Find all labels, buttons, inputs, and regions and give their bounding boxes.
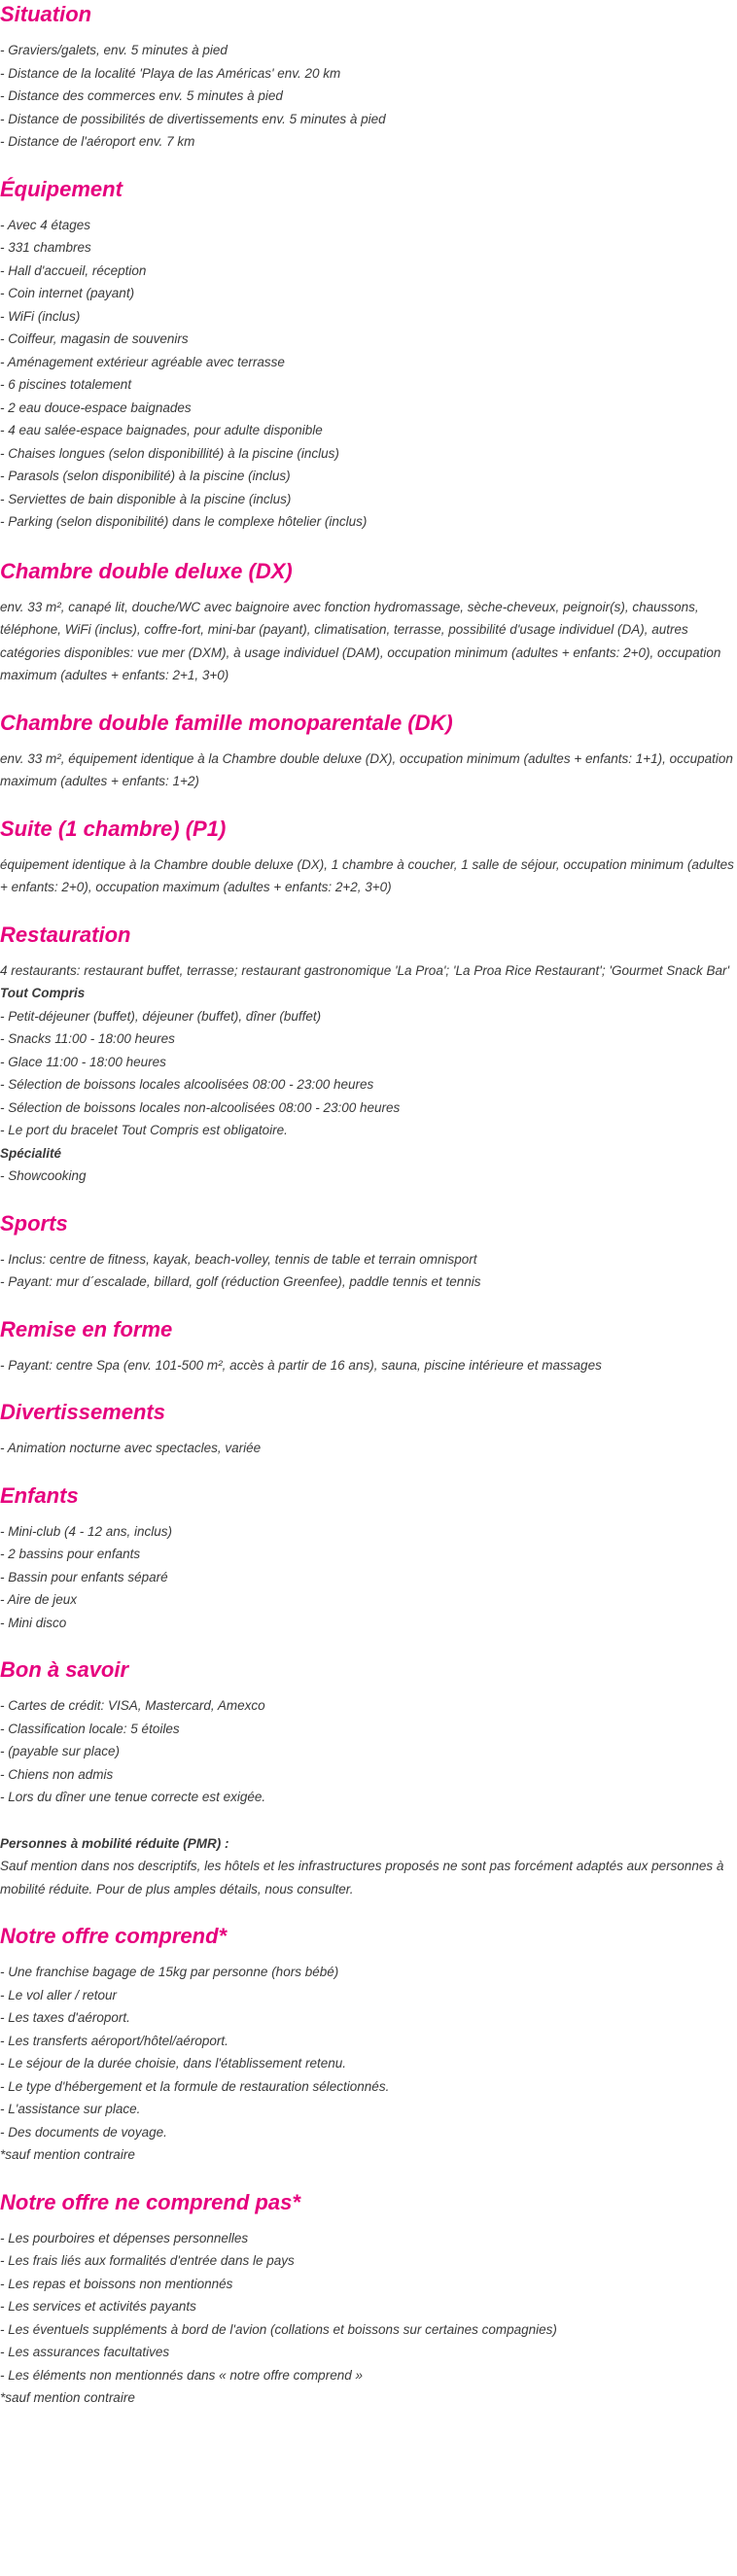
list-item: - Les frais liés aux formalités d'entrée dans le pays (0, 2253, 295, 2268)
list-item: - Petit-déjeuner (buffet), déjeuner (buffet), dîner (buffet) (0, 1008, 322, 1024)
list-item: - Les transferts aéroport/hôtel/aéroport. (0, 2033, 228, 2048)
list-item: - Inclus: centre de fitness, kayak, beach-volley, tennis de table et terrain omnisport (0, 1251, 477, 1267)
list-item: - 6 piscines totalement (0, 377, 132, 392)
section-title: Notre offre ne comprend pas* (0, 2189, 300, 2214)
section-title: Chambre double famille monoparentale (DK) (0, 710, 453, 735)
room-description: env. 33 m², canapé lit, douche/WC avec baignoire avec fonction hydromassage, sèche-cheveux, peignoir(s), chaussons, téléphone, WiFi (inclus), coffre-fort, mini-bar (payant), climatisation, terrasse, possibilité d'usage individuel (DA), autres catégories disponibles: vue mer (DXM), à usage individuel (DAM), occupation minimum (adultes + enfants: 2+0), occupation maximum (adultes + enfants: 2+1, 3+0) (0, 599, 721, 682)
list-item: - Mini disco (0, 1615, 67, 1630)
pmr-title: Personnes à mobilité réduite (PMR) : (0, 1835, 229, 1851)
list-item: - Showcooking (0, 1168, 87, 1183)
pmr-notice (0, 1832, 737, 1901)
list-item: - Hall d'accueil, réception (0, 262, 147, 278)
list-item: - Glace 11:00 - 18:00 heures (0, 1054, 166, 1069)
list-item: - Distance de la localité 'Playa de las Américas' env. 20 km (0, 65, 341, 81)
section-offre-ne-comprend-pas (0, 2188, 737, 2410)
list-item: - Coiffeur, magasin de souvenirs (0, 331, 189, 346)
list-item: - Chiens non admis (0, 1766, 114, 1782)
section-title: Notre offre comprend* (0, 1924, 228, 1948)
section-title: Sports (0, 1210, 68, 1236)
list-item: - Les taxes d'aéroport. (0, 2010, 130, 2025)
list-item: - Les services et activités payants (0, 2299, 196, 2314)
section-remise-en-forme (0, 1315, 737, 1377)
sports-list (0, 1248, 737, 1294)
section-title: Enfants (0, 1482, 79, 1508)
list-item: - Les éléments non mentionnés dans « notre offre comprend » (0, 2367, 363, 2383)
offre-ne-comprend-list (0, 2227, 737, 2410)
section-suite (0, 815, 737, 899)
list-item: - Payant: centre Spa (env. 101-500 m², accès à partir de 16 ans), sauna, piscine intérieure et massages (0, 1357, 602, 1373)
list-item: - Distance de possibilités de divertissements env. 5 minutes à pied (0, 111, 386, 126)
list-item: - Les repas et boissons non mentionnés (0, 2276, 233, 2291)
list-item: - Classification locale: 5 étoiles (0, 1721, 180, 1736)
list-item: - Lors du dîner une tenue correcte est exigée. (0, 1790, 266, 1804)
list-item: - Mini-club (4 - 12 ans, inclus) (0, 1523, 173, 1539)
section-title: Situation (0, 2, 92, 26)
divertissements-list (0, 1437, 737, 1460)
list-item: - Snacks 11:00 - 18:00 heures (0, 1031, 175, 1046)
list-item: - Aire de jeux (0, 1592, 78, 1607)
list-item: - Les pourboires et dépenses personnelles (0, 2230, 249, 2245)
list-item: - Chaises longues (selon disponibillité) à la piscine (inclus) (0, 445, 339, 461)
list-item: - 4 eau salée-espace baignades, pour adulte disponible (0, 423, 323, 437)
list-item: - Sélection de boissons locales alcoolisées 08:00 - 23:00 heures (0, 1077, 374, 1092)
section-title: Restauration (0, 922, 131, 947)
list-item: - L'assistance sur place. (0, 2102, 141, 2116)
room-description: équipement identique à la Chambre double deluxe (DX), 1 chambre à coucher, 1 salle de séjour, occupation minimum (adultes + enfants: 2+0), occupation maximum (adultes + enfants: 2+2, 3+0) (0, 856, 734, 894)
section-enfants (0, 1481, 737, 1635)
section-chambre-dx (0, 557, 737, 687)
list-item: - Cartes de crédit: VISA, Mastercard, Amexco (0, 1698, 265, 1713)
section-restauration (0, 921, 737, 1188)
section-divertissements (0, 1398, 737, 1460)
section-title: Équipement (0, 176, 123, 201)
tout-compris-label: Tout Compris (0, 986, 86, 1000)
list-item: - 331 chambres (0, 240, 91, 255)
footnote: *sauf mention contraire (0, 2147, 135, 2162)
room-description: env. 33 m², équipement identique à la Chambre double deluxe (DX), occupation minimum (adultes + enfants: 1+1), occupation maximum (adultes + enfants: 1+2) (0, 750, 733, 788)
list-item: - 2 eau douce-espace baignades (0, 400, 192, 415)
list-item: - Serviettes de bain disponible à la piscine (inclus) (0, 491, 292, 506)
list-item: - Avec 4 étages (0, 217, 91, 232)
offre-comprend-list (0, 1961, 737, 2167)
list-item: - Payant: mur d´escalade, billard, golf (réduction Greenfee), paddle tennis et tennis (0, 1274, 481, 1289)
remise-list (0, 1354, 737, 1377)
footnote: *sauf mention contraire (0, 2390, 135, 2405)
list-item: - Sélection de boissons locales non-alcoolisées 08:00 - 23:00 heures (0, 1099, 401, 1115)
list-item: - Graviers/galets, env. 5 minutes à pied (0, 43, 228, 57)
restauration-intro: 4 restaurants: restaurant buffet, terrasse; restaurant gastronomique 'La Proa'; 'La Proa Rice Restaurant'; 'Gourmet Snack Bar' (0, 962, 730, 978)
list-item: - Distance de l'aéroport env. 7 km (0, 134, 195, 149)
list-item: - Le séjour de la durée choisie, dans l'établissement retenu. (0, 2056, 347, 2071)
section-title: Chambre double deluxe (DX) (0, 558, 293, 583)
list-item: - Le type d'hébergement et la formule de restauration sélectionnés. (0, 2078, 390, 2094)
list-item: - (payable sur place) (0, 1744, 121, 1758)
list-item: - 2 bassins pour enfants (0, 1547, 141, 1561)
section-equipement (0, 175, 737, 534)
list-item: - Des documents de voyage. (0, 2124, 167, 2140)
section-offre-comprend (0, 1922, 737, 2167)
section-bon-a-savoir (0, 1655, 737, 1900)
list-item: - Parking (selon disponibilité) dans le complexe hôtelier (inclus) (0, 514, 368, 529)
list-item: - WiFi (inclus) (0, 308, 81, 324)
section-sports (0, 1209, 737, 1294)
list-item: - Les assurances facultatives (0, 2345, 170, 2359)
list-item: - Coin internet (payant) (0, 286, 135, 300)
list-item: - Bassin pour enfants séparé (0, 1569, 168, 1584)
list-item: - Distance des commerces env. 5 minutes à pied (0, 88, 283, 103)
list-item: - Parasols (selon disponibilité) à la piscine (inclus) (0, 469, 291, 483)
section-title: Bon à savoir (0, 1657, 129, 1682)
enfants-list (0, 1520, 737, 1635)
list-item: - Le vol aller / retour (0, 1987, 118, 2002)
restauration-content (0, 959, 737, 1188)
list-item: - Aménagement extérieur agréable avec terrasse (0, 354, 285, 369)
pmr-text: Sauf mention dans nos descriptifs, les hôtels et les infrastructures proposés ne sont pas forcément adaptés aux personnes à mobilité réduite. Pour de plus amples détails, nous consulter. (0, 1859, 724, 1897)
list-item: - Une franchise bagage de 15kg par personne (hors bébé) (0, 1965, 339, 1979)
bon-a-savoir-list (0, 1694, 737, 1809)
equipement-list (0, 214, 737, 534)
section-chambre-dk (0, 709, 737, 793)
section-situation (0, 0, 737, 154)
section-title: Suite (1 chambre) (P1) (0, 816, 227, 841)
list-item: - Animation nocturne avec spectacles, variée (0, 1441, 262, 1455)
specialite-label: Spécialité (0, 1145, 62, 1161)
situation-list (0, 39, 737, 154)
list-item: - Le port du bracelet Tout Compris est obligatoire. (0, 1123, 288, 1137)
section-title: Remise en forme (0, 1316, 173, 1341)
list-item: - Les éventuels suppléments à bord de l'avion (collations et boissons sur certaines compagnies) (0, 2321, 557, 2337)
section-title: Divertissements (0, 1400, 165, 1424)
